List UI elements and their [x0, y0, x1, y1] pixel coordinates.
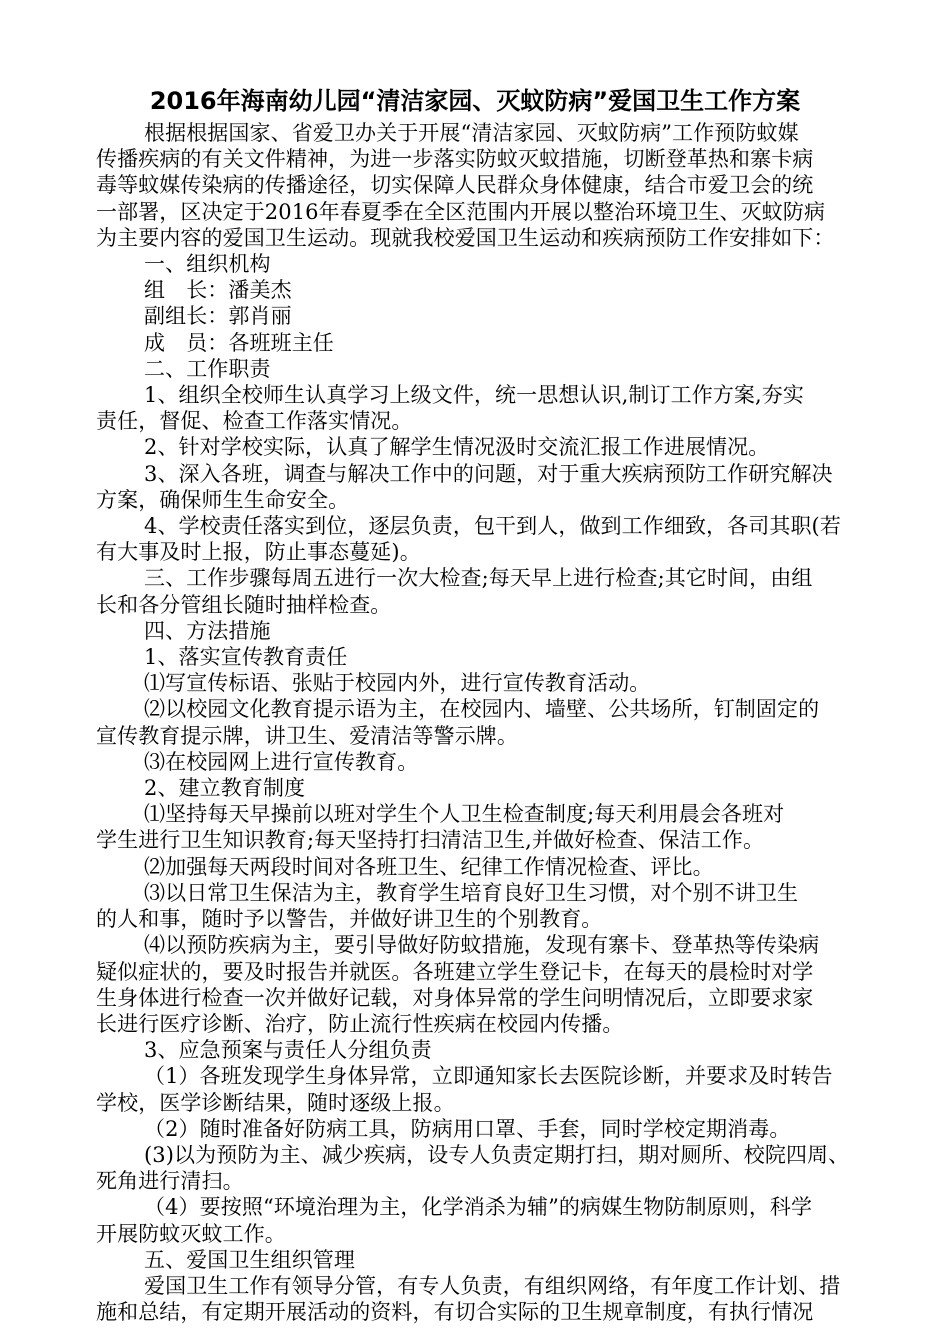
text-line: ⑶以日常卫生保洁为主，教育学生培育良好卫生习惯，对个别不讲卫生	[144, 880, 799, 905]
text-line: ⑴写宣传标语、张贴于校园内外，进行宣传教育活动。	[144, 671, 651, 696]
text-line: ⑷以预防疾病为主，要引导做好防蚊措施，发现有寨卡、登革热等传染病	[144, 933, 820, 958]
text-line: 生身体进行检查一次并做好记载，对身体异常的学生问明情况后，立即要求家	[96, 985, 814, 1010]
text-line: 4、学校责任落实到位，逐层负责，包干到人，做到工作细致，各司其职(若	[144, 514, 841, 539]
text-line: 毒等蚊媒传染病的传播途径，切实保障人民群众身体健康，结合市爱卫会的统	[96, 173, 814, 198]
text-line: （4）要按照“环境治理为主，化学消杀为辅”的病媒生物防制原则，科学	[144, 1195, 813, 1220]
text-line: 爱国卫生工作有领导分管，有专人负责，有组织网络，有年度工作计划、措	[144, 1273, 841, 1298]
text-line: 二、工作职责	[144, 356, 271, 381]
text-line: (3)以为预防为主、减少疾病，设专人负责定期打扫，期对厕所、校院四周、	[144, 1142, 850, 1167]
text-line: ⑵以校园文化教育提示语为主，在校园内、墙壁、公共场所，钉制固定的	[144, 697, 820, 722]
text-line: 责任，督促、检查工作落实情况。	[96, 409, 413, 434]
text-line: 死角进行清扫。	[96, 1169, 244, 1194]
text-line: 疑似症状的，要及时报告并就医。各班建立学生登记卡，在每天的晨检时对学	[96, 959, 814, 984]
text-line: 长和各分管组长随时抽样检查。	[96, 592, 392, 617]
text-line: 副组长：郭肖丽	[144, 304, 292, 329]
text-line: （2）随时准备好防病工具，防病用口罩、手套，同时学校定期消毒。	[144, 1116, 791, 1141]
text-line: 长进行医疗诊断、治疗，防止流行性疾病在校园内传播。	[96, 1011, 624, 1036]
text-line: 传播疾病的有关文件精神，为进一步落实防蚊灭蚊措施，切断登革热和寨卡病	[96, 147, 814, 172]
text-line: （1）各班发现学生身体异常，立即通知家长去医院诊断，并要求及时转告	[144, 1064, 833, 1089]
text-line: 2、建立教育制度	[144, 776, 306, 801]
text-line: 方案，确保师生生命安全。	[96, 487, 350, 512]
text-line: ⑴坚持每天早操前以班对学生个人卫生检查制度;每天利用晨会各班对	[144, 802, 785, 827]
text-line: 学生进行卫生知识教育;每天坚持打扫清洁卫生,并做好检查、保洁工作。	[96, 828, 765, 853]
text-line: 一、组织机构	[144, 252, 271, 277]
text-line: 一部署，区决定于2016年春夏季在全区范围内开展以整治环境卫生、灭蚊防病	[96, 199, 826, 224]
text-line: 1、落实宣传教育责任	[144, 645, 348, 670]
text-line: 开展防蚊灭蚊工作。	[96, 1221, 286, 1246]
text-line: 有大事及时上报，防止事态蔓延)。	[96, 540, 421, 565]
text-line: ⑶在校园网上进行宣传教育。	[144, 749, 419, 774]
text-line: 三、工作步骤每周五进行一次大检查;每天早上进行检查;其它时间，由组	[144, 566, 813, 591]
text-line: 施和总结，有定期开展活动的资料，有切合实际的卫生规章制度，有执行情况	[96, 1300, 814, 1325]
text-line: 根据根据国家、省爱卫办关于开展“清洁家园、灭蚊防病”工作预防蚊媒	[144, 121, 799, 145]
document-body	[96, 120, 856, 1325]
text-line: 成 员：各班班主任	[144, 330, 334, 355]
text-line: 3、应急预案与责任人分组负责	[144, 1038, 432, 1063]
text-line: 1、组织全校师生认真学习上级文件，统一思想认识,制订工作方案,夯实	[144, 383, 805, 408]
text-line: 宣传教育提示牌，讲卫生、爱清洁等警示牌。	[96, 723, 518, 748]
text-line: 四、方法措施	[144, 618, 271, 643]
text-line: 为主要内容的爱国卫生运动。现就我校爱国卫生运动和疾病预防工作安排如下：	[96, 225, 835, 250]
document-title: 2016年海南幼儿园“清洁家园、灭蚊防病”爱国卫生工作方案	[149, 87, 801, 115]
text-line: ⑵加强每天两段时间对各班卫生、纪律工作情况检查、评比。	[144, 854, 714, 879]
text-line: 3、深入各班，调查与解决工作中的问题，对于重大疾病预防工作研究解决	[144, 461, 833, 486]
text-line: 的人和事，随时予以警告，并做好讲卫生的个别教育。	[96, 907, 603, 932]
text-line: 五、爱国卫生组织管理	[144, 1247, 355, 1272]
text-line: 组 长：潘美杰	[144, 278, 292, 303]
text-line: 学校，医学诊断结果，随时逐级上报。	[96, 1090, 455, 1115]
text-line: 2、针对学校实际，认真了解学生情况汲时交流汇报工作进展情况。	[144, 435, 770, 460]
